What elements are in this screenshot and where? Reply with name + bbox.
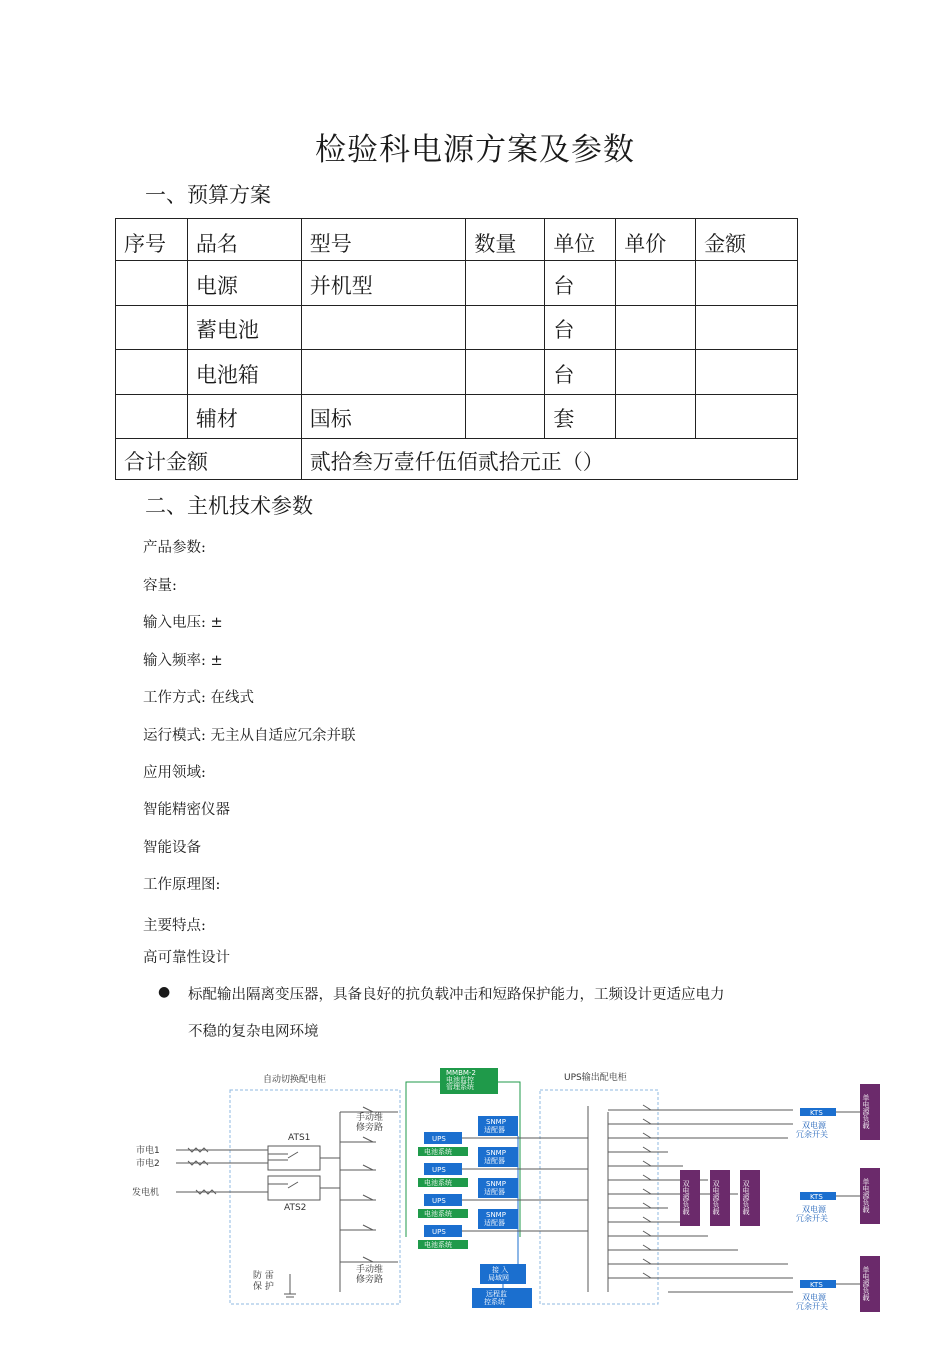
header-cell: 品名 (187, 219, 301, 261)
table-cell (301, 350, 466, 395)
svg-text:电池系统: 电池系统 (424, 1179, 452, 1187)
ups-module (418, 1132, 468, 1156)
table-cell (616, 350, 696, 395)
header-cell: 序号 (116, 219, 188, 261)
table-cell: 辅材 (187, 394, 301, 439)
param-line: 应用领域: (143, 765, 206, 781)
table-cell: 蓄电池 (187, 305, 301, 350)
auto-switch-panel-label: 自动切换配电柜 (263, 1075, 327, 1085)
bullet-text: 标配输出隔离变压器，具备良好的抗负载冲击和短路保护能力，工频设计更适应电力 (188, 987, 725, 1003)
table-cell: 台 (545, 305, 616, 350)
svg-text:UPS: UPS (432, 1135, 446, 1143)
ats1-label: ATS1 (288, 1133, 311, 1143)
ground-icon (284, 1274, 296, 1297)
snmp-adapter (478, 1147, 518, 1167)
svg-text:SNMP适配器: SNMP 适配器 (484, 1118, 506, 1134)
ats2-box (268, 1176, 320, 1200)
generator-label: 发电机 (132, 1188, 160, 1198)
table-total-row (116, 439, 798, 480)
snmp-adapter (478, 1178, 518, 1198)
svg-text:电池系统: 电池系统 (424, 1210, 452, 1218)
header-cell: 单价 (616, 219, 696, 261)
mains2-label: 市电2 (136, 1159, 160, 1169)
header-cell: 金额 (696, 219, 798, 261)
section-heading-budget: 一、预算方案 (145, 183, 271, 207)
svg-text:UPS: UPS (432, 1197, 446, 1205)
ups-module (418, 1194, 468, 1218)
svg-text:UPS: UPS (432, 1228, 446, 1236)
header-cell: 数量 (466, 219, 545, 261)
table-row (116, 394, 798, 439)
svg-text:单电源负载: 单电源负载 (862, 1094, 870, 1129)
table-row (116, 261, 798, 306)
svg-text:双电源冗余开关: 双电源冗余开关 (796, 1121, 828, 1139)
bypass-top-label: 手动维修旁路 (356, 1113, 384, 1133)
param-line: 主要特点: (143, 918, 206, 934)
ats1-box (268, 1146, 320, 1170)
snmp-adapter (478, 1116, 518, 1136)
dual-power-load (680, 1170, 700, 1226)
svg-text:SNMP适配器: SNMP 适配器 (484, 1211, 506, 1227)
svg-text:UPS: UPS (432, 1166, 446, 1174)
svg-text:单电源负载: 单电源负载 (862, 1266, 870, 1301)
table-row (116, 350, 798, 395)
table-cell (116, 394, 188, 439)
param-line: 智能精密仪器 (143, 802, 230, 818)
svg-text:双电源负载: 双电源负载 (682, 1180, 690, 1215)
dual-power-load (710, 1170, 730, 1226)
table-cell (116, 350, 188, 395)
table-cell: 并机型 (301, 261, 466, 306)
section-heading-specs: 二、主机技术参数 (145, 494, 313, 518)
header-cell: 单位 (545, 219, 616, 261)
param-line: 工作方式: 在线式 (143, 690, 254, 706)
table-cell: 台 (545, 350, 616, 395)
svg-text:双电源负载: 双电源负载 (712, 1180, 720, 1215)
table-cell (116, 261, 188, 306)
table-cell (696, 305, 798, 350)
lan-label: 接 入局域网 (488, 1266, 509, 1282)
svg-text:双电源负载: 双电源负载 (742, 1180, 750, 1215)
svg-text:电池系统: 电池系统 (424, 1241, 452, 1249)
svg-text:KTS: KTS (810, 1109, 823, 1117)
param-line: 输入频率: ± (143, 653, 223, 669)
table-cell (466, 305, 545, 350)
table-cell: 台 (545, 261, 616, 306)
kts-switch (796, 1108, 836, 1139)
param-line: 工作原理图: (143, 877, 221, 893)
working-principle-diagram (128, 1062, 888, 1318)
param-line: 高可靠性设计 (143, 950, 230, 966)
header-cell: 型号 (301, 219, 466, 261)
svg-text:双电源冗余开关: 双电源冗余开关 (796, 1205, 828, 1223)
ats2-label: ATS2 (284, 1203, 307, 1213)
mains1-label: 市电1 (136, 1146, 160, 1156)
single-power-load (860, 1084, 880, 1140)
table-cell (466, 350, 545, 395)
bullet-text: 不稳的复杂电网环境 (188, 1024, 319, 1040)
ups-output-panel (540, 1090, 658, 1304)
single-power-load (860, 1256, 880, 1312)
bullet-dot: ● (158, 984, 171, 1000)
table-cell (466, 261, 545, 306)
svg-text:电池系统: 电池系统 (424, 1148, 452, 1156)
svg-text:单电源负载: 单电源负载 (862, 1178, 870, 1213)
param-line: 输入电压: ± (143, 615, 223, 631)
table-cell: 套 (545, 394, 616, 439)
bypass-bottom-label: 手动维修旁路 (356, 1265, 384, 1285)
param-line: 容量: (143, 578, 177, 594)
dual-power-load (740, 1170, 760, 1226)
page-title: 检验科电源方案及参数 (315, 132, 635, 168)
single-power-load (860, 1168, 880, 1224)
input-lines (176, 1148, 288, 1194)
svg-text:KTS: KTS (810, 1193, 823, 1201)
table-cell: 国标 (301, 394, 466, 439)
lightning-label: 防 雷保 护 (253, 1271, 274, 1292)
snmp-adapter (478, 1209, 518, 1229)
svg-text:双电源冗余开关: 双电源冗余开关 (796, 1293, 828, 1311)
svg-text:SNMP适配器: SNMP 适配器 (484, 1180, 506, 1196)
table-cell (696, 394, 798, 439)
table-cell: 电池箱 (187, 350, 301, 395)
table-cell (301, 305, 466, 350)
remote-monitor-label: 远程监控系统 (484, 1290, 507, 1306)
table-cell (696, 261, 798, 306)
table-cell (466, 394, 545, 439)
kts-switch (796, 1280, 836, 1311)
svg-text:KTS: KTS (810, 1281, 823, 1289)
ups-module (418, 1225, 468, 1249)
battery-mgmt-label: MMBM-2 电池监控管理系统 (446, 1069, 476, 1091)
svg-text:SNMP适配器: SNMP 适配器 (484, 1149, 506, 1165)
total-label: 合计金额 (116, 439, 302, 480)
table-row (116, 305, 798, 350)
param-line: 运行模式: 无主从自适应冗余并联 (143, 728, 356, 744)
ups-module (418, 1163, 468, 1187)
param-line: 产品参数: (143, 540, 206, 556)
budget-table (115, 218, 798, 480)
table-cell: 电源 (187, 261, 301, 306)
total-value: 贰拾叁万壹仟伍佰贰拾元正（） (301, 439, 797, 480)
table-cell (696, 350, 798, 395)
table-cell (616, 394, 696, 439)
table-cell (616, 305, 696, 350)
param-line: 智能设备 (143, 840, 201, 856)
table-cell (616, 261, 696, 306)
table-header-row (116, 219, 798, 261)
ups-output-panel-label: UPS输出配电柜 (564, 1073, 627, 1083)
table-cell (116, 305, 188, 350)
kts-switch (796, 1192, 836, 1223)
